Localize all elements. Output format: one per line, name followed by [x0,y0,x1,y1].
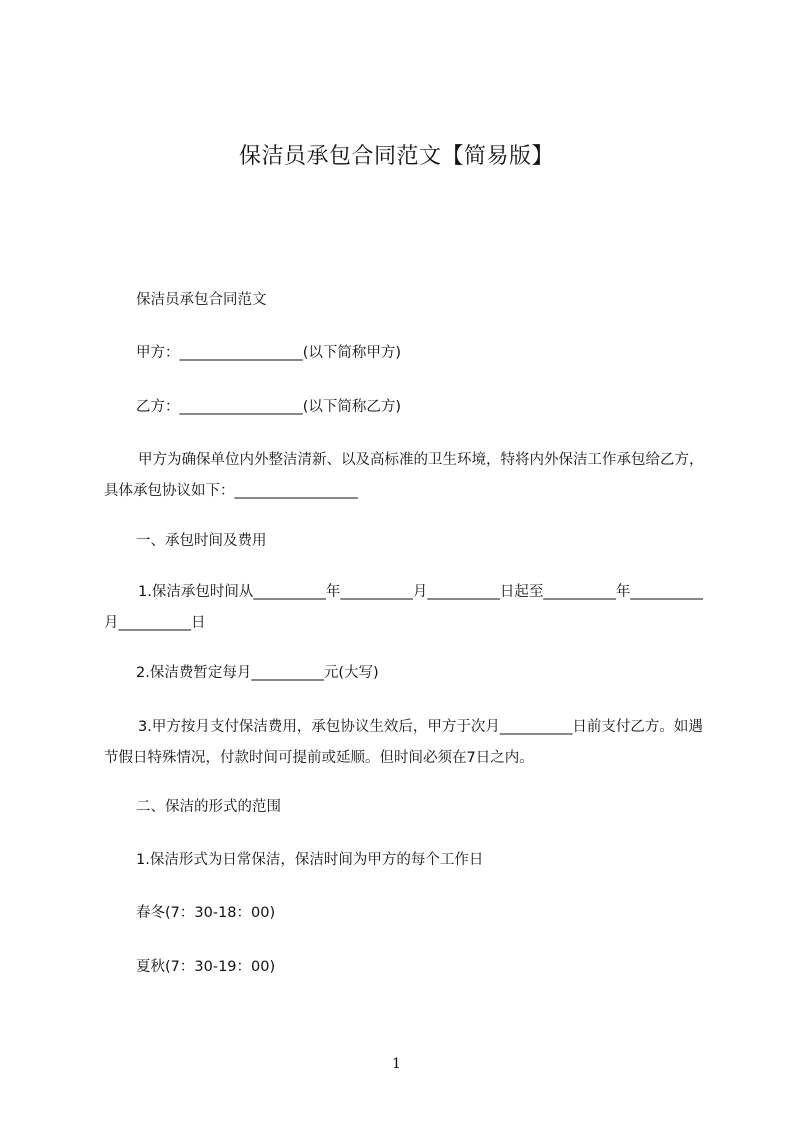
item1-3-text: 3.甲方按月支付保洁费用，承包协议生效后，甲方于次月__________日前支付乙方。如遇节假日特殊情况，付款时间可提前或延顺。但时间必须在7日之内。 [104,719,703,766]
document-title: 保洁员承包合同范文【简易版】 [238,144,554,169]
page-number: 1 [392,1056,401,1072]
intro-text: 甲方为确保单位内外整洁清新、以及高标准的卫生环境，特将内外保洁工作承包给乙方，具体承包协议如下：_________________ [104,452,704,499]
section1-heading: 一、承包时间及费用 [136,533,267,549]
item1-1-paragraph [104,577,704,639]
spring-winter-hours: 春冬(7：30-18：00) [136,905,276,921]
party-a-line: 甲方：_________________(以下简称甲方) [136,345,402,361]
item1-1-text: 1.保洁承包时间从__________年__________月__________日起至__________年__________月__________日 [104,584,703,631]
contract-subtitle: 保洁员承包合同范文 [136,292,267,308]
item1-3-paragraph [104,712,704,774]
summer-autumn-hours: 夏秋(7：30-19：00) [136,959,276,975]
intro-paragraph [104,445,704,507]
item1-2-line: 2.保洁费暂定每月__________元(大写) [136,665,379,681]
item2-1-line: 1.保洁形式为日常保洁，保洁时间为甲方的每个工作日 [136,852,484,868]
party-b-line: 乙方：_________________(以下简称乙方) [136,399,402,415]
section2-heading: 二、保洁的形式的范围 [136,799,281,815]
